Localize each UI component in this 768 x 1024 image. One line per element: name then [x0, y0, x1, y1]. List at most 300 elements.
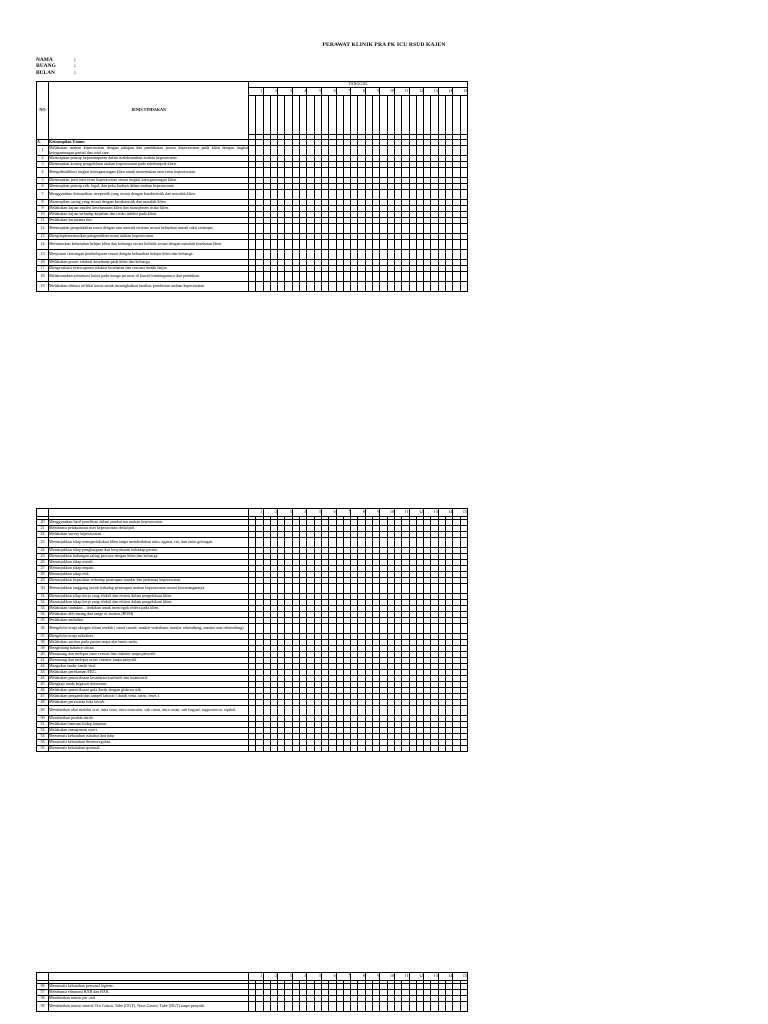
- day-cell[interactable]: [307, 190, 314, 200]
- day-cell[interactable]: [438, 584, 445, 594]
- day-cell[interactable]: [394, 538, 401, 548]
- meta-value[interactable]: :: [74, 57, 76, 63]
- day-cell[interactable]: [373, 624, 380, 634]
- day-cell[interactable]: [249, 584, 256, 594]
- day-cell[interactable]: [460, 584, 467, 594]
- day-cell[interactable]: [263, 624, 270, 634]
- day-cell[interactable]: [343, 706, 350, 716]
- day-cell[interactable]: [321, 282, 328, 292]
- day-cell[interactable]: [424, 224, 431, 234]
- day-cell[interactable]: [314, 146, 321, 156]
- day-cell[interactable]: [351, 224, 358, 234]
- day-cell[interactable]: [416, 146, 423, 156]
- day-cell[interactable]: [314, 624, 321, 634]
- day-cell[interactable]: [351, 168, 358, 178]
- day-cell[interactable]: [278, 282, 285, 292]
- day-cell[interactable]: [409, 706, 416, 716]
- day-cell[interactable]: [409, 746, 416, 752]
- day-cell[interactable]: [249, 1002, 256, 1012]
- day-cell[interactable]: [292, 282, 299, 292]
- day-cell[interactable]: [343, 282, 350, 292]
- day-cell[interactable]: [438, 250, 445, 260]
- day-cell[interactable]: [343, 250, 350, 260]
- day-cell[interactable]: [446, 538, 453, 548]
- day-cell[interactable]: [351, 1002, 358, 1012]
- day-cell[interactable]: [409, 190, 416, 200]
- day-cell[interactable]: [300, 746, 307, 752]
- day-cell[interactable]: [373, 168, 380, 178]
- day-cell[interactable]: [409, 250, 416, 260]
- day-cell[interactable]: [307, 746, 314, 752]
- day-cell[interactable]: [394, 624, 401, 634]
- day-cell[interactable]: [438, 168, 445, 178]
- day-cell[interactable]: [373, 272, 380, 282]
- day-cell[interactable]: [365, 250, 372, 260]
- day-cell[interactable]: [285, 168, 292, 178]
- day-cell[interactable]: [394, 146, 401, 156]
- day-cell[interactable]: [460, 190, 468, 200]
- day-cell[interactable]: [336, 240, 343, 250]
- day-cell[interactable]: [343, 1002, 350, 1012]
- day-cell[interactable]: [365, 746, 372, 752]
- day-cell[interactable]: [329, 282, 336, 292]
- day-cell[interactable]: [380, 146, 387, 156]
- day-cell[interactable]: [329, 584, 336, 594]
- day-cell[interactable]: [285, 746, 292, 752]
- day-cell[interactable]: [270, 624, 277, 634]
- day-cell[interactable]: [424, 146, 431, 156]
- day-cell[interactable]: [373, 146, 380, 156]
- day-cell[interactable]: [256, 706, 263, 716]
- day-cell[interactable]: [256, 584, 263, 594]
- day-cell[interactable]: [394, 190, 401, 200]
- day-cell[interactable]: [249, 224, 256, 234]
- day-cell[interactable]: [278, 224, 285, 234]
- day-cell[interactable]: [409, 584, 416, 594]
- day-cell[interactable]: [321, 584, 328, 594]
- day-cell[interactable]: [314, 746, 321, 752]
- day-cell[interactable]: [416, 250, 423, 260]
- day-cell[interactable]: [270, 746, 277, 752]
- day-cell[interactable]: [424, 706, 431, 716]
- day-cell[interactable]: [292, 584, 299, 594]
- day-cell[interactable]: [373, 240, 380, 250]
- day-cell[interactable]: [263, 282, 270, 292]
- day-cell[interactable]: [285, 190, 292, 200]
- day-cell[interactable]: [263, 746, 270, 752]
- day-cell[interactable]: [321, 250, 328, 260]
- day-cell[interactable]: [307, 240, 314, 250]
- day-cell[interactable]: [270, 706, 277, 716]
- day-cell[interactable]: [409, 282, 416, 292]
- day-cell[interactable]: [380, 746, 387, 752]
- day-cell[interactable]: [270, 538, 277, 548]
- day-cell[interactable]: [431, 746, 438, 752]
- day-cell[interactable]: [278, 250, 285, 260]
- day-cell[interactable]: [453, 706, 460, 716]
- day-cell[interactable]: [292, 746, 299, 752]
- day-cell[interactable]: [460, 272, 468, 282]
- day-cell[interactable]: [300, 1002, 307, 1012]
- day-cell[interactable]: [270, 1002, 277, 1012]
- day-cell[interactable]: [358, 746, 365, 752]
- day-cell[interactable]: [394, 272, 401, 282]
- day-cell[interactable]: [285, 272, 292, 282]
- meta-value[interactable]: :: [74, 63, 76, 70]
- day-cell[interactable]: [387, 584, 394, 594]
- day-cell[interactable]: [343, 190, 350, 200]
- day-cell[interactable]: [394, 224, 401, 234]
- day-cell[interactable]: [438, 538, 445, 548]
- day-cell[interactable]: [416, 1002, 423, 1012]
- day-cell[interactable]: [365, 224, 372, 234]
- day-cell[interactable]: [402, 584, 409, 594]
- day-cell[interactable]: [314, 190, 321, 200]
- day-cell[interactable]: [292, 190, 299, 200]
- day-cell[interactable]: [387, 282, 394, 292]
- day-cell[interactable]: [278, 190, 285, 200]
- day-cell[interactable]: [321, 168, 328, 178]
- day-cell[interactable]: [292, 168, 299, 178]
- day-cell[interactable]: [446, 1002, 453, 1012]
- day-cell[interactable]: [358, 584, 365, 594]
- day-cell[interactable]: [249, 240, 256, 250]
- day-cell[interactable]: [409, 146, 416, 156]
- day-cell[interactable]: [351, 272, 358, 282]
- day-cell[interactable]: [256, 146, 263, 156]
- day-cell[interactable]: [336, 584, 343, 594]
- day-cell[interactable]: [321, 272, 328, 282]
- day-cell[interactable]: [314, 1002, 321, 1012]
- day-cell[interactable]: [300, 584, 307, 594]
- day-cell[interactable]: [358, 250, 365, 260]
- day-cell[interactable]: [351, 624, 358, 634]
- day-cell[interactable]: [300, 240, 307, 250]
- day-cell[interactable]: [373, 746, 380, 752]
- day-cell[interactable]: [270, 168, 277, 178]
- day-cell[interactable]: [460, 282, 468, 292]
- day-cell[interactable]: [387, 624, 394, 634]
- day-cell[interactable]: [453, 190, 460, 200]
- day-cell[interactable]: [409, 1002, 416, 1012]
- day-cell[interactable]: [351, 538, 358, 548]
- day-cell[interactable]: [394, 706, 401, 716]
- day-cell[interactable]: [431, 538, 438, 548]
- day-cell[interactable]: [409, 624, 416, 634]
- day-cell[interactable]: [278, 272, 285, 282]
- day-cell[interactable]: [409, 538, 416, 548]
- day-cell[interactable]: [285, 1002, 292, 1012]
- day-cell[interactable]: [256, 538, 263, 548]
- day-cell[interactable]: [402, 190, 409, 200]
- day-cell[interactable]: [380, 538, 387, 548]
- day-cell[interactable]: [329, 746, 336, 752]
- day-cell[interactable]: [285, 584, 292, 594]
- day-cell[interactable]: [270, 146, 277, 156]
- day-cell[interactable]: [402, 282, 409, 292]
- day-cell[interactable]: [453, 538, 460, 548]
- day-cell[interactable]: [373, 1002, 380, 1012]
- day-cell[interactable]: [300, 224, 307, 234]
- day-cell[interactable]: [460, 538, 467, 548]
- day-cell[interactable]: [336, 146, 343, 156]
- day-cell[interactable]: [460, 1002, 467, 1012]
- day-cell[interactable]: [387, 224, 394, 234]
- day-cell[interactable]: [387, 250, 394, 260]
- day-cell[interactable]: [336, 538, 343, 548]
- day-cell[interactable]: [351, 584, 358, 594]
- day-cell[interactable]: [460, 146, 468, 156]
- day-cell[interactable]: [431, 240, 438, 250]
- day-cell[interactable]: [409, 272, 416, 282]
- day-cell[interactable]: [285, 224, 292, 234]
- day-cell[interactable]: [285, 146, 292, 156]
- day-cell[interactable]: [424, 250, 431, 260]
- day-cell[interactable]: [380, 624, 387, 634]
- day-cell[interactable]: [263, 240, 270, 250]
- day-cell[interactable]: [300, 706, 307, 716]
- day-cell[interactable]: [365, 706, 372, 716]
- day-cell[interactable]: [300, 146, 307, 156]
- day-cell[interactable]: [453, 146, 460, 156]
- day-cell[interactable]: [358, 538, 365, 548]
- day-cell[interactable]: [307, 624, 314, 634]
- day-cell[interactable]: [402, 706, 409, 716]
- day-cell[interactable]: [285, 538, 292, 548]
- day-cell[interactable]: [336, 624, 343, 634]
- day-cell[interactable]: [249, 746, 256, 752]
- day-cell[interactable]: [336, 224, 343, 234]
- day-cell[interactable]: [373, 584, 380, 594]
- day-cell[interactable]: [373, 190, 380, 200]
- day-cell[interactable]: [438, 224, 445, 234]
- day-cell[interactable]: [321, 538, 328, 548]
- day-cell[interactable]: [278, 240, 285, 250]
- day-cell[interactable]: [329, 224, 336, 234]
- day-cell[interactable]: [416, 746, 423, 752]
- day-cell[interactable]: [394, 168, 401, 178]
- day-cell[interactable]: [431, 624, 438, 634]
- day-cell[interactable]: [380, 240, 387, 250]
- day-cell[interactable]: [263, 538, 270, 548]
- day-cell[interactable]: [249, 538, 256, 548]
- day-cell[interactable]: [321, 190, 328, 200]
- day-cell[interactable]: [416, 706, 423, 716]
- day-cell[interactable]: [307, 584, 314, 594]
- day-cell[interactable]: [336, 706, 343, 716]
- day-cell[interactable]: [446, 282, 453, 292]
- day-cell[interactable]: [373, 706, 380, 716]
- day-cell[interactable]: [321, 706, 328, 716]
- day-cell[interactable]: [343, 746, 350, 752]
- day-cell[interactable]: [314, 538, 321, 548]
- day-cell[interactable]: [292, 250, 299, 260]
- day-cell[interactable]: [292, 706, 299, 716]
- day-cell[interactable]: [365, 168, 372, 178]
- day-cell[interactable]: [416, 240, 423, 250]
- day-cell[interactable]: [307, 224, 314, 234]
- day-cell[interactable]: [358, 168, 365, 178]
- day-cell[interactable]: [446, 168, 453, 178]
- day-cell[interactable]: [380, 224, 387, 234]
- day-cell[interactable]: [307, 250, 314, 260]
- day-cell[interactable]: [365, 190, 372, 200]
- day-cell[interactable]: [285, 706, 292, 716]
- day-cell[interactable]: [351, 240, 358, 250]
- day-cell[interactable]: [402, 146, 409, 156]
- day-cell[interactable]: [460, 706, 467, 716]
- day-cell[interactable]: [460, 746, 467, 752]
- day-cell[interactable]: [321, 746, 328, 752]
- day-cell[interactable]: [380, 190, 387, 200]
- day-cell[interactable]: [307, 282, 314, 292]
- day-cell[interactable]: [402, 1002, 409, 1012]
- day-cell[interactable]: [365, 282, 372, 292]
- day-cell[interactable]: [307, 706, 314, 716]
- day-cell[interactable]: [343, 240, 350, 250]
- day-cell[interactable]: [424, 282, 431, 292]
- day-cell[interactable]: [300, 538, 307, 548]
- day-cell[interactable]: [336, 1002, 343, 1012]
- day-cell[interactable]: [402, 272, 409, 282]
- day-cell[interactable]: [387, 538, 394, 548]
- day-cell[interactable]: [409, 224, 416, 234]
- day-cell[interactable]: [453, 584, 460, 594]
- day-cell[interactable]: [387, 706, 394, 716]
- day-cell[interactable]: [285, 624, 292, 634]
- day-cell[interactable]: [256, 624, 263, 634]
- day-cell[interactable]: [431, 224, 438, 234]
- day-cell[interactable]: [380, 168, 387, 178]
- day-cell[interactable]: [307, 168, 314, 178]
- day-cell[interactable]: [358, 190, 365, 200]
- day-cell[interactable]: [278, 746, 285, 752]
- day-cell[interactable]: [373, 224, 380, 234]
- day-cell[interactable]: [343, 584, 350, 594]
- day-cell[interactable]: [409, 240, 416, 250]
- day-cell[interactable]: [373, 250, 380, 260]
- day-cell[interactable]: [431, 250, 438, 260]
- day-cell[interactable]: [256, 250, 263, 260]
- day-cell[interactable]: [336, 168, 343, 178]
- day-cell[interactable]: [285, 240, 292, 250]
- day-cell[interactable]: [256, 224, 263, 234]
- day-cell[interactable]: [431, 146, 438, 156]
- day-cell[interactable]: [249, 706, 256, 716]
- day-cell[interactable]: [358, 282, 365, 292]
- day-cell[interactable]: [329, 146, 336, 156]
- day-cell[interactable]: [329, 190, 336, 200]
- day-cell[interactable]: [453, 746, 460, 752]
- day-cell[interactable]: [446, 624, 453, 634]
- day-cell[interactable]: [438, 282, 445, 292]
- day-cell[interactable]: [424, 240, 431, 250]
- day-cell[interactable]: [453, 250, 460, 260]
- day-cell[interactable]: [343, 146, 350, 156]
- day-cell[interactable]: [446, 190, 453, 200]
- day-cell[interactable]: [365, 272, 372, 282]
- day-cell[interactable]: [402, 224, 409, 234]
- day-cell[interactable]: [453, 624, 460, 634]
- day-cell[interactable]: [387, 272, 394, 282]
- day-cell[interactable]: [446, 746, 453, 752]
- day-cell[interactable]: [358, 624, 365, 634]
- day-cell[interactable]: [446, 250, 453, 260]
- day-cell[interactable]: [402, 746, 409, 752]
- day-cell[interactable]: [256, 168, 263, 178]
- day-cell[interactable]: [343, 168, 350, 178]
- day-cell[interactable]: [270, 240, 277, 250]
- day-cell[interactable]: [431, 706, 438, 716]
- day-cell[interactable]: [438, 272, 445, 282]
- day-cell[interactable]: [270, 272, 277, 282]
- day-cell[interactable]: [278, 1002, 285, 1012]
- day-cell[interactable]: [321, 146, 328, 156]
- day-cell[interactable]: [278, 584, 285, 594]
- day-cell[interactable]: [424, 624, 431, 634]
- day-cell[interactable]: [336, 272, 343, 282]
- day-cell[interactable]: [329, 168, 336, 178]
- day-cell[interactable]: [438, 746, 445, 752]
- meta-value[interactable]: :: [74, 69, 76, 76]
- day-cell[interactable]: [329, 1002, 336, 1012]
- day-cell[interactable]: [402, 624, 409, 634]
- day-cell[interactable]: [431, 282, 438, 292]
- day-cell[interactable]: [351, 746, 358, 752]
- day-cell[interactable]: [460, 240, 468, 250]
- day-cell[interactable]: [394, 1002, 401, 1012]
- day-cell[interactable]: [416, 584, 423, 594]
- day-cell[interactable]: [453, 1002, 460, 1012]
- day-cell[interactable]: [343, 624, 350, 634]
- day-cell[interactable]: [314, 224, 321, 234]
- day-cell[interactable]: [424, 746, 431, 752]
- day-cell[interactable]: [438, 190, 445, 200]
- day-cell[interactable]: [380, 1002, 387, 1012]
- day-cell[interactable]: [453, 272, 460, 282]
- day-cell[interactable]: [256, 240, 263, 250]
- day-cell[interactable]: [402, 168, 409, 178]
- day-cell[interactable]: [453, 282, 460, 292]
- day-cell[interactable]: [416, 190, 423, 200]
- day-cell[interactable]: [249, 272, 256, 282]
- day-cell[interactable]: [300, 250, 307, 260]
- day-cell[interactable]: [416, 272, 423, 282]
- day-cell[interactable]: [321, 224, 328, 234]
- day-cell[interactable]: [263, 272, 270, 282]
- day-cell[interactable]: [270, 584, 277, 594]
- day-cell[interactable]: [424, 538, 431, 548]
- day-cell[interactable]: [387, 240, 394, 250]
- day-cell[interactable]: [263, 168, 270, 178]
- day-cell[interactable]: [438, 706, 445, 716]
- day-cell[interactable]: [300, 168, 307, 178]
- day-cell[interactable]: [453, 168, 460, 178]
- day-cell[interactable]: [256, 746, 263, 752]
- day-cell[interactable]: [321, 240, 328, 250]
- day-cell[interactable]: [387, 1002, 394, 1012]
- day-cell[interactable]: [365, 146, 372, 156]
- day-cell[interactable]: [343, 272, 350, 282]
- day-cell[interactable]: [402, 240, 409, 250]
- day-cell[interactable]: [307, 538, 314, 548]
- day-cell[interactable]: [314, 250, 321, 260]
- day-cell[interactable]: [358, 240, 365, 250]
- day-cell[interactable]: [249, 250, 256, 260]
- day-cell[interactable]: [416, 538, 423, 548]
- day-cell[interactable]: [256, 282, 263, 292]
- day-cell[interactable]: [380, 250, 387, 260]
